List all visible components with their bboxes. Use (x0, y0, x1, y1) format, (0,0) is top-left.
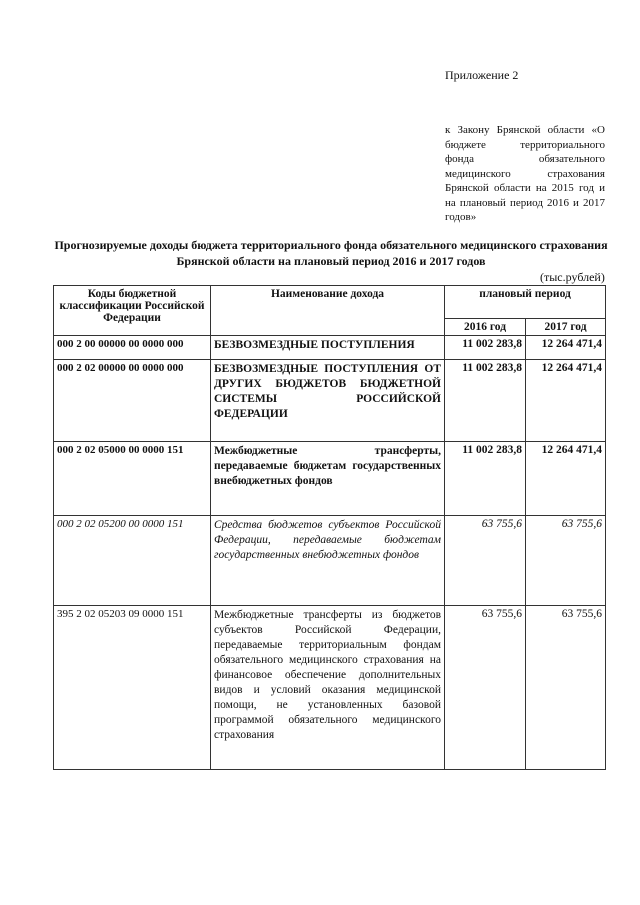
row-value-2016: 11 002 283,8 (445, 360, 526, 442)
row-name: Средства бюджетов субъектов Российской Федерации, передаваемые бюджетам государственных внебюджетных фондов (211, 516, 445, 606)
unit-label: (тыс.рублей) (540, 270, 605, 284)
row-name: БЕЗВОЗМЕЗДНЫЕ ПОСТУПЛЕНИЯ (211, 336, 445, 360)
row-code: 000 2 02 05200 00 0000 151 (54, 516, 211, 606)
table-row (54, 606, 606, 770)
row-name: Межбюджетные трансферты, передаваемые бюджетам государственных внебюджетных фондов (211, 442, 445, 516)
table-row (54, 336, 606, 360)
row-value-2016: 11 002 283,8 (445, 336, 526, 360)
table-row (54, 442, 606, 516)
row-name: Межбюджетные трансферты из бюджетов субъектов Российской Федерации, передаваемые территориальным фондам обязательного медицинского страхования на финансовое обеспечение дополнительных видов и условий оказания медицинской помощи, не установленных базовой программой обязательного медицинского страхования (211, 606, 445, 770)
row-code: 000 2 02 05000 00 0000 151 (54, 442, 211, 516)
table-row (54, 360, 606, 442)
law-reference: к Закону Брянской области «О бюджете территориального фонда обязательного медицинского страхования Брянской области на 2015 год и на плановый период 2016 и 2017 годов» (445, 124, 605, 223)
row-value-2017: 63 755,6 (526, 606, 606, 770)
header-codes: Коды бюджетной классификации Российской Федерации (54, 286, 211, 336)
row-value-2017: 12 264 471,4 (526, 336, 606, 360)
row-value-2017: 63 755,6 (526, 516, 606, 606)
row-name: БЕЗВОЗМЕЗДНЫЕ ПОСТУПЛЕНИЯ ОТ ДРУГИХ БЮДЖЕТОВ БЮДЖЕТНОЙ СИСТЕМЫ РОССИЙСКОЙ ФЕДЕРАЦИИ (211, 360, 445, 442)
row-code: 000 2 02 00000 00 0000 000 (54, 360, 211, 442)
row-value-2017: 12 264 471,4 (526, 360, 606, 442)
row-value-2016: 63 755,6 (445, 606, 526, 770)
row-value-2016: 11 002 283,8 (445, 442, 526, 516)
header-name: Наименование дохода (211, 286, 445, 336)
income-table (53, 285, 606, 770)
table-row (54, 516, 606, 606)
header-2016: 2016 год (445, 319, 526, 336)
row-value-2017: 12 264 471,4 (526, 442, 606, 516)
header-2017: 2017 год (526, 319, 606, 336)
appendix-label: Приложение 2 (445, 68, 519, 82)
table-header-row (54, 286, 606, 319)
row-value-2016: 63 755,6 (445, 516, 526, 606)
row-code: 395 2 02 05203 09 0000 151 (54, 606, 211, 770)
document-title: Прогнозируемые доходы бюджета территориального фонда обязательного медицинского страхования Брянской области на плановый период 2016 и 2017 годов (54, 238, 608, 268)
row-code: 000 2 00 00000 00 0000 000 (54, 336, 211, 360)
header-period: плановый период (445, 286, 606, 319)
